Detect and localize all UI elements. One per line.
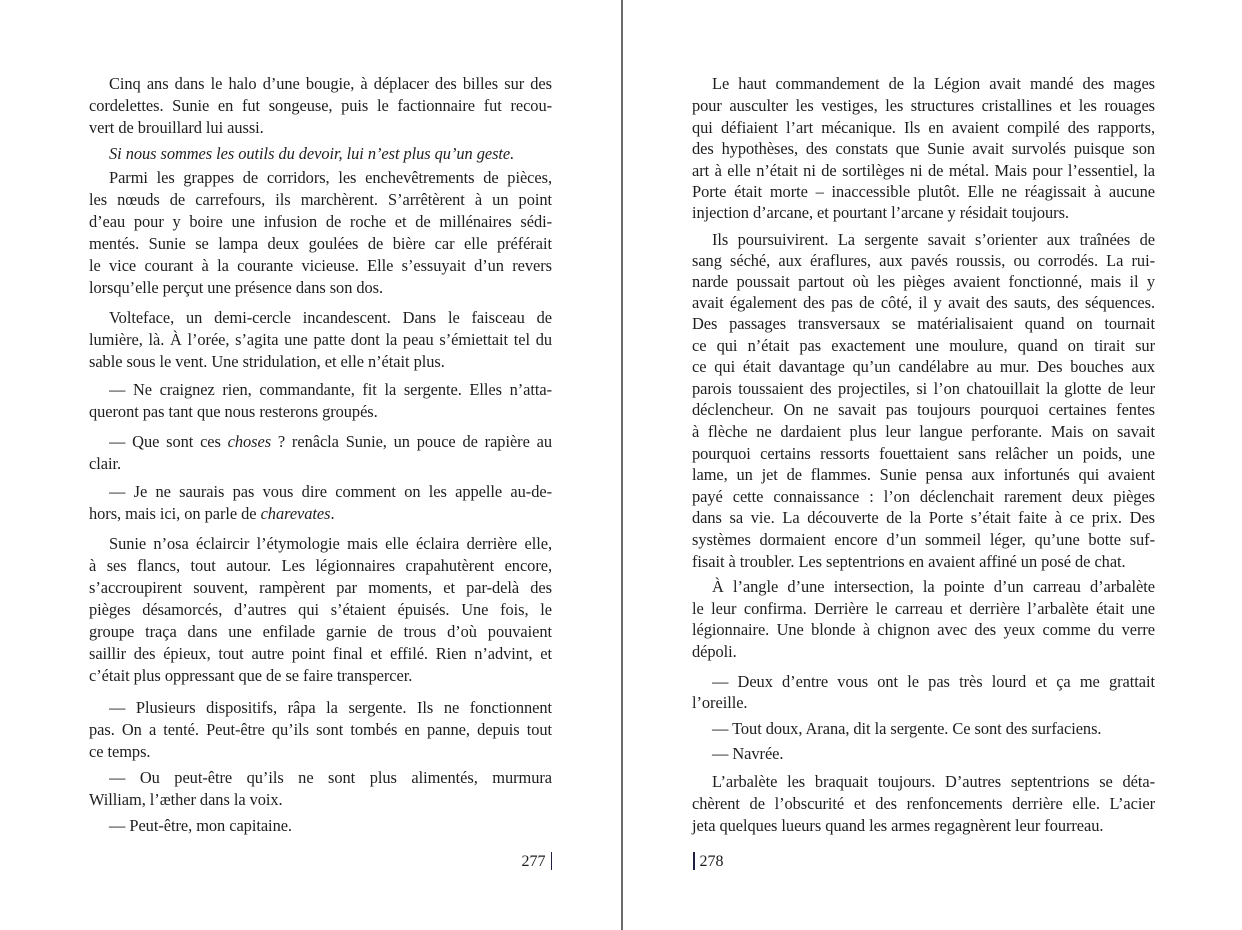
text-line: sang séché, aux éraflures, aux pavés roussis, ou corrodés. La rui- xyxy=(692,251,1155,270)
dialogue-line: — Ne craignez rien, commandante, fit la sergente. Elles n’atta- xyxy=(109,380,552,399)
text-line: Cinq ans dans le halo d’une bougie, à déplacer des billes sur des xyxy=(109,74,552,93)
text-line: groupe traça dans une enfilade garnie de trous d’où pouvaient xyxy=(89,622,552,641)
dialogue-line: — Deux d’entre vous ont le pas très lourd et ça me grattait xyxy=(712,672,1155,691)
text-line: À l’angle d’une intersection, la pointe d’un carreau d’arbalète xyxy=(712,577,1155,596)
text-line: d’eau pour y boire une infusion de roche et de millénaires sédi- xyxy=(89,212,552,231)
dialogue-line xyxy=(109,431,552,453)
text-line: vert de brouillard lui aussi. xyxy=(89,118,264,137)
italic-emphasis: choses xyxy=(227,432,272,451)
text-line: des hypothèses, des constats que Sunie avait survolés puisque son xyxy=(692,139,1155,158)
page-number-right xyxy=(693,851,724,873)
text-line: Parmi les grappes de corridors, les enchevêtrements de pièces, xyxy=(109,168,552,187)
text-line: fisait à troubler. Les septentrions en avaient affiné un posé de chat. xyxy=(692,552,1126,571)
dialogue-line: pas. On a tenté. Peut-être qu’ils sont tombés en panne, depuis tout xyxy=(89,720,552,739)
text-run: ? renâcla Sunie, un pouce de rapière au xyxy=(271,432,552,451)
text-run: hors, mais ici, on parle de xyxy=(89,504,261,523)
text-line: c’était plus oppressant que de se faire transpercer. xyxy=(89,666,413,685)
text-line: jeta quelques lueurs quand les armes regagnèrent leur fourreau. xyxy=(692,816,1104,835)
dialogue-line: l’oreille. xyxy=(692,693,748,712)
folio-rule xyxy=(693,852,695,870)
text-line: pourquoi certains ressorts fouettaient sans relâcher un poids, une xyxy=(692,444,1155,463)
dialogue-line: William, l’æther dans la voix. xyxy=(89,790,283,809)
text-line: narde poussait partout où les pièges avaient fonctionné, mais il y xyxy=(692,272,1155,291)
text-line: le leur confirma. Derrière le carreau et derrière l’arbalète était une xyxy=(692,599,1155,618)
page-number-left xyxy=(522,851,553,873)
text-line: légionnaire. Une blonde à chignon avec des yeux comme du verre xyxy=(692,620,1155,639)
text-line: sable sous le vent. Une stridulation, et elle n’était plus. xyxy=(89,352,445,371)
text-line: pièges désamorcés, d’autres qui s’étaient épuisés. Une fois, le xyxy=(89,600,552,619)
text-line: s’accroupirent souvent, rampèrent par moments, et par-delà des xyxy=(89,578,552,597)
text-line: Volteface, un demi-cercle incandescent. Dans le faisceau de xyxy=(109,308,552,327)
dialogue-line: — Tout doux, Arana, dit la sergente. Ce sont des surfaciens. xyxy=(712,719,1102,738)
dialogue-line: clair. xyxy=(89,454,122,473)
dialogue-line: — Ou peut-être qu’ils ne sont plus alimentés, murmura xyxy=(109,768,552,787)
text-line: lumière, là. À l’orée, s’agita une patte dont la peau s’émiettait tel du xyxy=(89,330,552,349)
text-line: lame, un jet de flammes. Sunie pensa aux infortunés qui avaient xyxy=(692,465,1155,484)
text-line: Ils poursuivirent. La sergente savait s’orienter aux traînées de xyxy=(712,230,1155,249)
right-page xyxy=(623,0,1242,930)
text-line: saillir des épieux, tout autre point final et effilé. Rien n’advint, et xyxy=(89,644,552,663)
text-line: qui défiaient l’art mécanique. Ils en avaient compilé des rapports, xyxy=(692,118,1155,137)
text-line: Le haut commandement de la Légion avait mandé des mages xyxy=(712,74,1155,93)
italic-thought-line: Si nous sommes les outils du devoir, lui n’est plus qu’un geste. xyxy=(109,144,515,163)
text-line: dépoli. xyxy=(692,642,737,661)
dialogue-line: queront pas tant que nous resterons groupés. xyxy=(89,402,378,421)
text-line: Porte était morte – inaccessible plutôt. Elle ne réagissait à aucune xyxy=(692,182,1155,201)
dialogue-line: — Peut-être, mon capitaine. xyxy=(109,816,292,835)
text-line: lorsqu’elle perçut une présence dans son dos. xyxy=(89,278,384,297)
text-run: — Que sont ces xyxy=(109,432,228,451)
text-line: systèmes dormaient encore d’un sommeil léger, qu’une botte suf- xyxy=(692,530,1155,549)
folio-rule xyxy=(551,852,553,870)
text-line: mentés. Sunie se lampa deux goulées de bière car elle préférait xyxy=(89,234,552,253)
text-line: chèrent de l’obscurité et des renfoncements derrière elle. L’acier xyxy=(692,794,1155,813)
text-line: payé cette connaissance : l’on déclenchait rarement deux pièges xyxy=(692,487,1155,506)
text-line: pour ausculter les vestiges, les structures cristallines et les rouages xyxy=(692,96,1155,115)
dialogue-line: ce temps. xyxy=(89,742,151,761)
text-line: dans sa vie. La découverte de la Porte s’était faite à ce prix. Des xyxy=(692,508,1155,527)
text-line: cordelettes. Sunie en fut songeuse, puis le factionnaire fut recou- xyxy=(89,96,552,115)
text-line: avait également des pas de côté, il y avait des sauts, des séquences. xyxy=(692,293,1155,312)
text-line: parois toussaient des projectiles, si l’on chatouillait la glotte de leur xyxy=(692,379,1155,398)
dialogue-line: — Je ne saurais pas vous dire comment on les appelle au-de- xyxy=(109,482,552,501)
italic-emphasis: charevates xyxy=(260,504,331,523)
text-run: . xyxy=(330,504,335,523)
dialogue-line xyxy=(89,503,552,525)
text-line: injection d’arcane, et pourtant l’arcane y résidait toujours. xyxy=(692,203,1069,222)
text-line: ce qui était davantage qu’un candélabre au mur. Des bouches aux xyxy=(692,357,1155,376)
page-number-text: 278 xyxy=(699,853,724,870)
dialogue-line: — Plusieurs dispositifs, râpa la sergente. Ils ne fonctionnent xyxy=(109,698,552,717)
text-line: déclencheur. On ne savait pas toujours pourquoi certaines fentes xyxy=(692,400,1155,419)
text-line: Sunie n’osa éclaircir l’étymologie mais elle éclaira derrière elle, xyxy=(109,534,552,553)
text-line: à ses flancs, tout autour. Les légionnaires crapahutèrent encore, xyxy=(89,556,552,575)
text-line: ce qui n’était pas exactement une moulure, quand on tirait sur xyxy=(692,336,1155,355)
text-line: L’arbalète les braquait toujours. D’autres septentrions se déta- xyxy=(712,772,1155,791)
text-line: art à elle n’était ni de sortilèges ni de métal. Mais pour l’essentiel, la xyxy=(692,161,1155,180)
text-line: à flèche ne dardaient plus leur langue perforante. Mais on savait xyxy=(692,422,1155,441)
page-number-text: 277 xyxy=(521,853,546,870)
text-line: le vice courant à la courante vicieuse. Elle s’essuyait d’un revers xyxy=(89,256,552,275)
text-line: les nœuds de carrefours, ils marchèrent. S’arrêtèrent à un point xyxy=(89,190,552,209)
dialogue-line: — Navrée. xyxy=(712,744,784,763)
text-line: Des passages transversaux se matérialisaient quand on tournait xyxy=(692,314,1155,333)
